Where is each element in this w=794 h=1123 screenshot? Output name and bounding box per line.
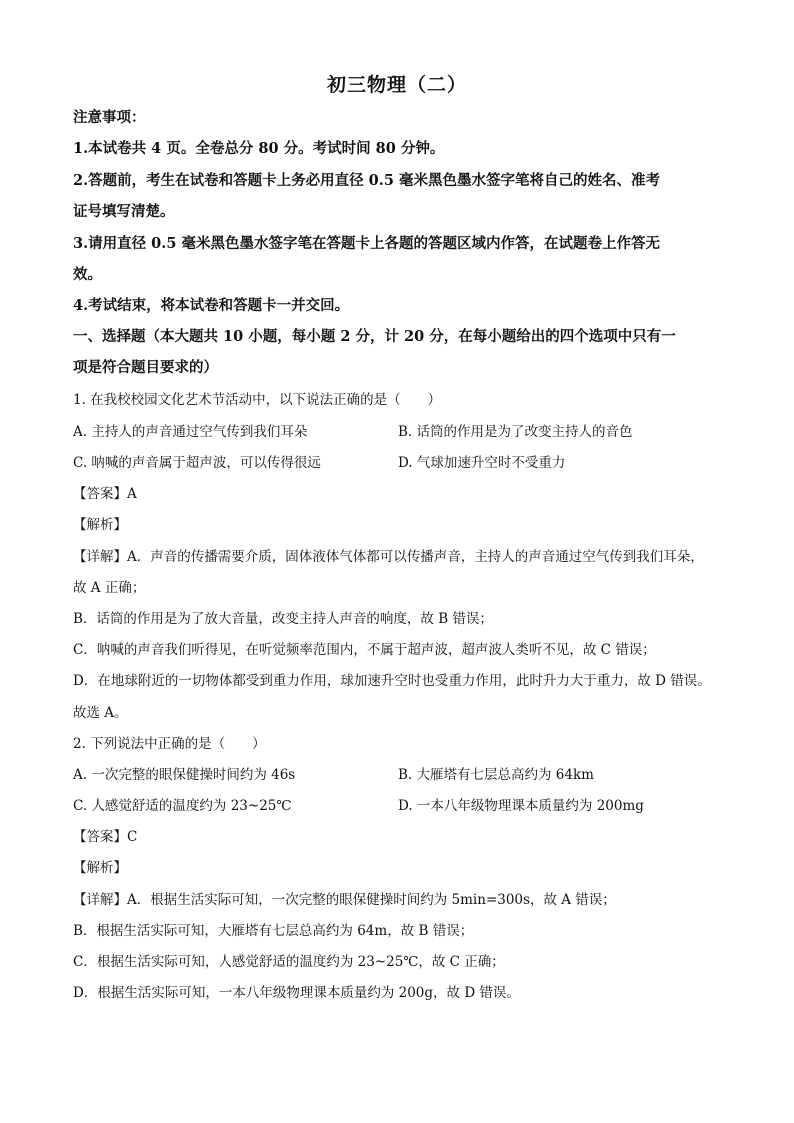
- question-1-analysis-tag: 【解析】: [73, 517, 127, 533]
- question-1-detail-line: 故 A 正确；: [73, 580, 146, 596]
- question-2-detail-line: C．根据生活实际可知，人感觉舒适的温度约为 23~25℃，故 C 正确；: [73, 954, 505, 970]
- question-1-option-b: B. 话筒的作用是为了改变主持人的音色: [398, 424, 633, 440]
- question-2-option-c: C. 人感觉舒适的温度约为 23~25℃: [73, 798, 292, 814]
- question-1-option-d: D. 气球加速升空时不受重力: [398, 455, 566, 471]
- notice-item-1: 1.本试卷共 4 页。全卷总分 80 分。考试时间 80 分钟。: [73, 140, 445, 157]
- question-1-detail-line: C．呐喊的声音我们听得见，在听觉频率范围内，不属于超声波，超声波人类听不见，故 C 错误；: [73, 642, 656, 658]
- question-2-detail-line: D．根据生活实际可知，一本八年级物理课本质量约为 200g，故 D 错误。: [73, 985, 520, 1001]
- section-heading-cont: 项是符合题目要求的）: [73, 359, 218, 376]
- question-1-stem: 1. 在我校校园文化艺术节活动中，以下说法正确的是（ ）: [73, 392, 442, 408]
- question-2-answer: 【答案】C: [73, 829, 138, 845]
- notice-item-3-cont: 效。: [73, 266, 102, 283]
- question-1-detail-line: D．在地球附近的一切物体都受到重力作用，球加速升空时也受重力作用，此时升力大于重力，故 D 错误。: [73, 673, 711, 689]
- notice-item-3: 3.请用直径 0.5 毫米黑色墨水签字笔在答题卡上各题的答题区域内作答，在试题卷上作答无: [73, 235, 660, 252]
- question-1-detail-line: 【详解】A．声音的传播需要介质，固体液体气体都可以传播声音，主持人的声音通过空气传到我们耳朵，: [73, 549, 704, 565]
- notice-item-2: 2.答题前，考生在试卷和答题卡上务必用直径 0.5 毫米黑色墨水签字笔将自己的姓名、准考: [73, 172, 660, 189]
- question-2-detail-line: B．根据生活实际可知，大雁塔有七层总高约为 64m，故 B 错误；: [73, 923, 474, 939]
- question-1-answer: 【答案】A: [73, 486, 137, 502]
- question-2-option-b: B. 大雁塔有七层总高约为 64km: [398, 767, 594, 783]
- question-1-option-a: A. 主持人的声音通过空气传到我们耳朵: [73, 424, 308, 440]
- question-1-detail-line: B．话筒的作用是为了放大音量，改变主持人声音的响度，故 B 错误；: [73, 611, 493, 627]
- question-2-option-a: A. 一次完整的眼保健操时间约为 46s: [73, 767, 296, 783]
- section-heading: 一、选择题（本大题共 10 小题，每小题 2 分，计 20 分，在每小题给出的四个选项中只有一: [73, 328, 676, 345]
- question-1-option-c: C. 呐喊的声音属于超声波，可以传得很远: [73, 455, 321, 471]
- question-2-stem: 2. 下列说法中正确的是（ ）: [73, 736, 266, 752]
- question-1-detail-line: 故选 A。: [73, 705, 128, 721]
- page-title: 初三物理（二）: [326, 74, 467, 96]
- question-2-detail-line: 【详解】A．根据生活实际可知，一次完整的眼保健操时间约为 5min=300s，故 A 错误；: [73, 892, 616, 908]
- question-2-option-d: D. 一本八年级物理课本质量约为 200mg: [398, 798, 644, 814]
- notice-item-4: 4.考试结束，将本试卷和答题卡一并交回。: [73, 297, 350, 314]
- notice-heading: 注意事项：: [73, 109, 146, 126]
- notice-item-2-cont: 证号填写清楚。: [73, 203, 175, 220]
- question-2-analysis-tag: 【解析】: [73, 860, 127, 876]
